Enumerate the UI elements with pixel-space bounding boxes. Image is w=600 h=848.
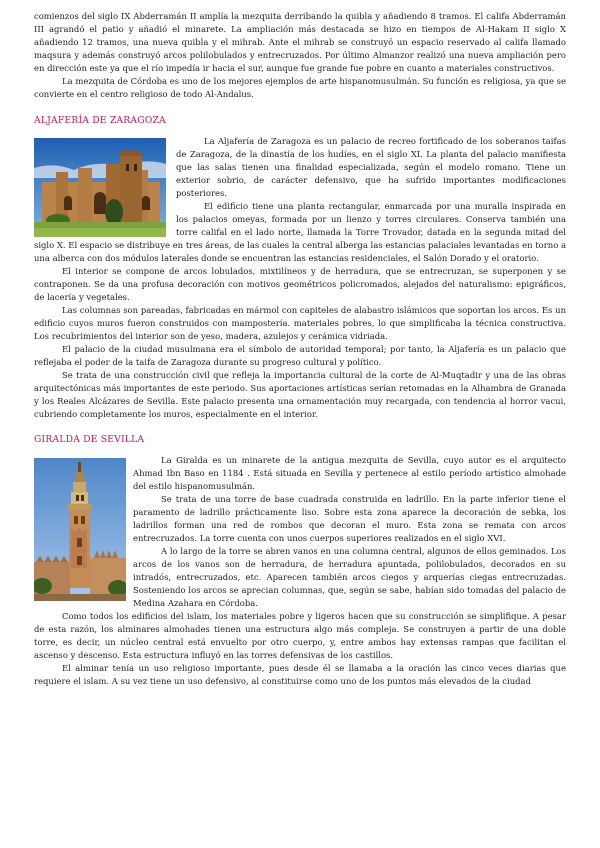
aljaferia-photo bbox=[34, 138, 166, 237]
giralda-heading: GIRALDA DE SEVILLA bbox=[34, 434, 145, 445]
aljaferia-paragraph-1: La Aljafería de Zaragoza es un palacio de recreo fortificado de los soberanos taifas de Zaragoza, de la dinastía de los hudíes, en el siglo XI. La planta del palacio manifiesta que las salas tienen una finalidad especializada, según el modelo romano. Tiene un exterior sobrio, de carácter defensivo, que ha sufrido importantes modificaciones posteriores. bbox=[176, 136, 566, 198]
giralda-photo-illustration bbox=[34, 458, 126, 601]
aljaferia-paragraph-5: El palacio de la ciudad musulmana era el símbolo de autoridad temporal; por tanto, la Aljafería es un palacio que reflejaba el poder de la taifa de Zaragoza durante su progreso cultural y político. bbox=[34, 344, 566, 367]
aljaferia-photo-label bbox=[34, 236, 35, 237]
giralda-paragraph-4: Como todos los edificios del islam, los materiales pobre y ligeros hacen que su construcción se simplifique. A pesar de esta razón, los alminares almohades tienen una estructura algo más compleja. Se construyen a partir de una doble torre, es decir, un núcleo central está envuelto por otro cuerpo, y, entre ambos hay extensas rampas que facilitan el ascenso y descenso. Esta estructura influyó en las torres defensivas de los castillos. bbox=[34, 611, 566, 660]
giralda-paragraph-2: Se trata de una torre de base cuadrada construida en ladrillo. En la parte inferior tiene el paramento de ladrillo prácticamente liso. Sobre esta zona aparece la decoración de sebka, los ladrillos forman una red de rombos que decoran el muro. Esta zona se remata con arcos entrecruzados. La torre cuenta con unos cuerpos superiores realizados en el siglo XVI. bbox=[133, 494, 566, 543]
document-page bbox=[34, 10, 566, 688]
giralda-photo bbox=[34, 458, 126, 601]
giralda-paragraph-3: A lo largo de la torre se abren vanos en una columna central, algunos de ellos geminados. Los arcos de los vanos son de herradura, de herradura apuntada, polilobulados, decorados en su intradós, entrecruzados, etc. Aparecen también arcos ciegos y arquerías ciegas entrecruzadas. Sosteniendo los arcos se aprecian columnas, que, según se sabe, habían sido tomadas del palacio de Medina Azahara en Córdoba. bbox=[133, 546, 566, 608]
aljaferia-paragraph-4: Las columnas son pareadas, fabricadas en mármol con capiteles de alabastro islámicos que soportan los arcos. Es un edificio cuyos muros fueron construidos con mampostería. materiales pobres, lo que simplificaba la técnica constructiva. Los recubrimientos del interior son de yeso, madera, azulejos y cerámica vidriada. bbox=[34, 305, 566, 341]
intro-paragraph-1: comienzos del siglo IX Abderramán II amplía la mezquita derribando la quibla y añadiendo 8 tramos. El califa Abderramán III agrandó el patio y añadió el minarete. La ampliación más destacada se hizo en tiempos de Al-Hakam II siglo X añadiendo 12 tramos, una nueva quibla y el mihrab. Ante el mihrab se construyó un espacio reservado al califa llamado maqsura y además construyó arcos polilobulados y entrecruzados. Por último Almanzor realizó una nueva ampliación pero en dirección este ya que el río impedía ir hacia el sur, aunque fue grande fue pobre en cuanto a materiales constructivos. bbox=[34, 11, 566, 73]
giralda-photo-label bbox=[34, 600, 35, 601]
aljaferia-heading: ALJAFERÍA DE ZARAGOZA bbox=[34, 115, 166, 126]
intro-paragraph-2: La mezquita de Córdoba es uno de los mejores ejemplos de arte hispanomusulmán. Su función es religiosa, ya que se convierte en el centro religioso de todo Al-Andalus. bbox=[34, 76, 566, 99]
aljaferia-paragraph-2: El edificio tiene una planta rectangular, enmarcada por una muralla inspirada en los palacios omeyas, formada por un lienzo y torres circulares. Conserva también una torre califal en el lado norte, llamada la Torre Trovador, datada en la segunda mitad del siglo X. El espacio se distribuye en tres áreas, de las cuales la central alberga las estancias palaciales levantadas en torno a una alberca con dos módulos laterales donde se encuentran las estancias residenciales, el Salón Dorado y el oratorio. bbox=[34, 201, 566, 263]
giralda-paragraph-1: La Giralda es un minarete de la antigua mezquita de Sevilla, cuyo autor es el arquitecto Ahmad Ibn Baso en 1184 . Está situada en Sevilla y pertenece al estilo período artístico almohade del estilo hispanomusulmán. bbox=[133, 455, 566, 491]
giralda-paragraph-5: El alminar tenía un uso religioso importante, pues desde él se llamaba a la oración las cinco veces diarias que requiere el islam. A su vez tiene un uso defensivo, al constituirse como uno de los puntos más elevados de la ciudad bbox=[34, 663, 566, 686]
aljaferia-photo-illustration bbox=[34, 138, 166, 237]
aljaferia-paragraph-3: El interior se compone de arcos lobulados, mixtilíneos y de herradura, que se entrecruzan, se superponen y se contraponen. Se da una profusa decoración con motivos geométricos policromados, alejados del naturalismo: epigráficos, de lacería y vegetales. bbox=[34, 266, 566, 302]
aljaferia-paragraph-6: Se trata de una construcción civil que refleja la importancia cultural de la corte de Al-Muqtadir y una de las obras arquitectónicas más importantes de este periodo. Sus aportaciones artísticas serían retomadas en la Alhambra de Granada y los Reales Alcázares de Sevilla. Este palacio presenta una ornamentación muy recargada, con tendencia al horror vacui, cubriendo completamente los muros, especialmente en el interior. bbox=[34, 370, 566, 419]
